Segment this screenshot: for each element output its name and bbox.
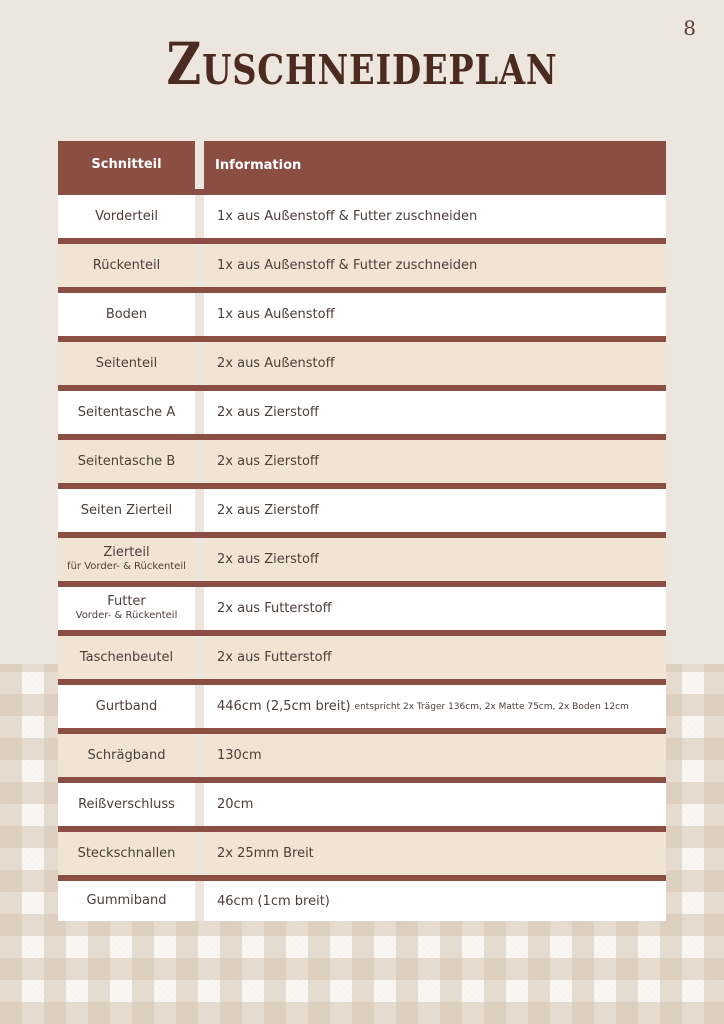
part-cell bbox=[58, 783, 195, 826]
column-gap bbox=[195, 734, 204, 777]
info-cell bbox=[204, 244, 666, 287]
part-cell bbox=[58, 195, 195, 238]
part-name: Boden bbox=[105, 306, 148, 322]
column-gap bbox=[195, 195, 204, 238]
page-title: Zuschneideplan bbox=[166, 30, 558, 98]
part-cell bbox=[58, 587, 195, 630]
info-cell bbox=[204, 195, 666, 238]
info-text: 2x aus Futterstoff bbox=[217, 601, 332, 616]
info-cell bbox=[204, 832, 666, 875]
column-gap bbox=[195, 342, 204, 385]
part-name: Reißverschluss bbox=[78, 796, 175, 812]
part-cell bbox=[58, 881, 195, 921]
info-cell bbox=[204, 293, 666, 336]
column-gap bbox=[195, 783, 204, 826]
part-name: Seitentasche B bbox=[77, 453, 176, 469]
part-name: Seitentasche A bbox=[77, 404, 176, 420]
table-row bbox=[58, 287, 666, 336]
column-gap bbox=[195, 293, 204, 336]
column-gap bbox=[195, 489, 204, 532]
page-number: 8 bbox=[683, 16, 696, 40]
table-row bbox=[58, 679, 666, 728]
info-cell bbox=[204, 734, 666, 777]
column-gap bbox=[195, 244, 204, 287]
info-text: 1x aus Außenstoff bbox=[217, 307, 335, 322]
table-row bbox=[58, 532, 666, 581]
table-row bbox=[58, 728, 666, 777]
info-text: 2x aus Außenstoff bbox=[217, 356, 335, 371]
info-cell bbox=[204, 391, 666, 434]
info-cell bbox=[204, 685, 666, 728]
part-name: Zierteil bbox=[103, 545, 150, 560]
column-gap bbox=[195, 538, 204, 581]
info-cell bbox=[204, 636, 666, 679]
info-text: 20cm bbox=[217, 797, 254, 812]
info-cell bbox=[204, 587, 666, 630]
part-cell bbox=[58, 538, 195, 581]
info-cell bbox=[204, 342, 666, 385]
part-cell bbox=[58, 685, 195, 728]
table-row bbox=[58, 385, 666, 434]
info-text: 2x aus Zierstoff bbox=[217, 552, 319, 567]
info-text: 2x aus Zierstoff bbox=[217, 503, 319, 518]
part-name: Schrägband bbox=[87, 747, 166, 763]
part-name: Seitenteil bbox=[95, 355, 158, 371]
info-cell bbox=[204, 881, 666, 921]
table-row bbox=[58, 483, 666, 532]
table-row bbox=[58, 189, 666, 238]
info-text: 2x aus Zierstoff bbox=[217, 454, 319, 469]
cutting-plan-table bbox=[58, 141, 666, 921]
info-cell bbox=[204, 489, 666, 532]
info-note: entspricht 2x Träger 136cm, 2x Matte 75cm, 2x Boden 12cm bbox=[354, 701, 629, 712]
info-text: 1x aus Außenstoff & Futter zuschneiden bbox=[217, 209, 478, 224]
part-name: Rückenteil bbox=[92, 257, 161, 273]
column-gap bbox=[195, 141, 204, 189]
part-cell bbox=[58, 489, 195, 532]
column-gap bbox=[195, 636, 204, 679]
table-row bbox=[58, 875, 666, 921]
info-text: 2x aus Zierstoff bbox=[217, 405, 319, 420]
part-name: Gummiband bbox=[86, 893, 167, 908]
column-gap bbox=[195, 685, 204, 728]
table-row bbox=[58, 581, 666, 630]
info-text: 46cm (1cm breit) bbox=[217, 893, 330, 909]
info-text: 446cm (2,5cm breit) bbox=[217, 699, 351, 714]
table-row bbox=[58, 630, 666, 679]
table-row bbox=[58, 336, 666, 385]
part-cell bbox=[58, 440, 195, 483]
table-header-row bbox=[58, 141, 666, 189]
table-row bbox=[58, 238, 666, 287]
part-name: Gurtband bbox=[95, 698, 158, 714]
column-gap bbox=[195, 391, 204, 434]
info-cell bbox=[204, 440, 666, 483]
column-gap bbox=[195, 881, 204, 921]
part-cell bbox=[58, 244, 195, 287]
info-text: 130cm bbox=[217, 748, 262, 763]
part-cell bbox=[58, 832, 195, 875]
part-cell bbox=[58, 342, 195, 385]
part-name: Vorderteil bbox=[95, 208, 158, 224]
table-row bbox=[58, 826, 666, 875]
header-information: Information bbox=[215, 157, 302, 173]
part-name: Seiten Zierteil bbox=[80, 502, 173, 518]
column-gap bbox=[195, 440, 204, 483]
part-name: Futter bbox=[107, 594, 146, 609]
part-cell bbox=[58, 636, 195, 679]
table-row bbox=[58, 434, 666, 483]
part-cell bbox=[58, 734, 195, 777]
part-cell bbox=[58, 391, 195, 434]
part-subtitle: für Vorder- & Rückenteil bbox=[67, 561, 186, 572]
info-text: 2x aus Futterstoff bbox=[217, 650, 332, 665]
column-gap bbox=[195, 832, 204, 875]
info-text: 1x aus Außenstoff & Futter zuschneiden bbox=[217, 258, 478, 273]
part-cell bbox=[58, 293, 195, 336]
part-name: Taschenbeutel bbox=[79, 649, 174, 665]
column-gap bbox=[195, 587, 204, 630]
part-subtitle: Vorder- & Rückenteil bbox=[75, 610, 178, 621]
table-row bbox=[58, 777, 666, 826]
info-cell bbox=[204, 783, 666, 826]
info-text: 2x 25mm Breit bbox=[217, 846, 314, 861]
info-cell bbox=[204, 538, 666, 581]
part-name: Steckschnallen bbox=[77, 845, 176, 861]
header-part: Schnitteil bbox=[91, 157, 162, 172]
